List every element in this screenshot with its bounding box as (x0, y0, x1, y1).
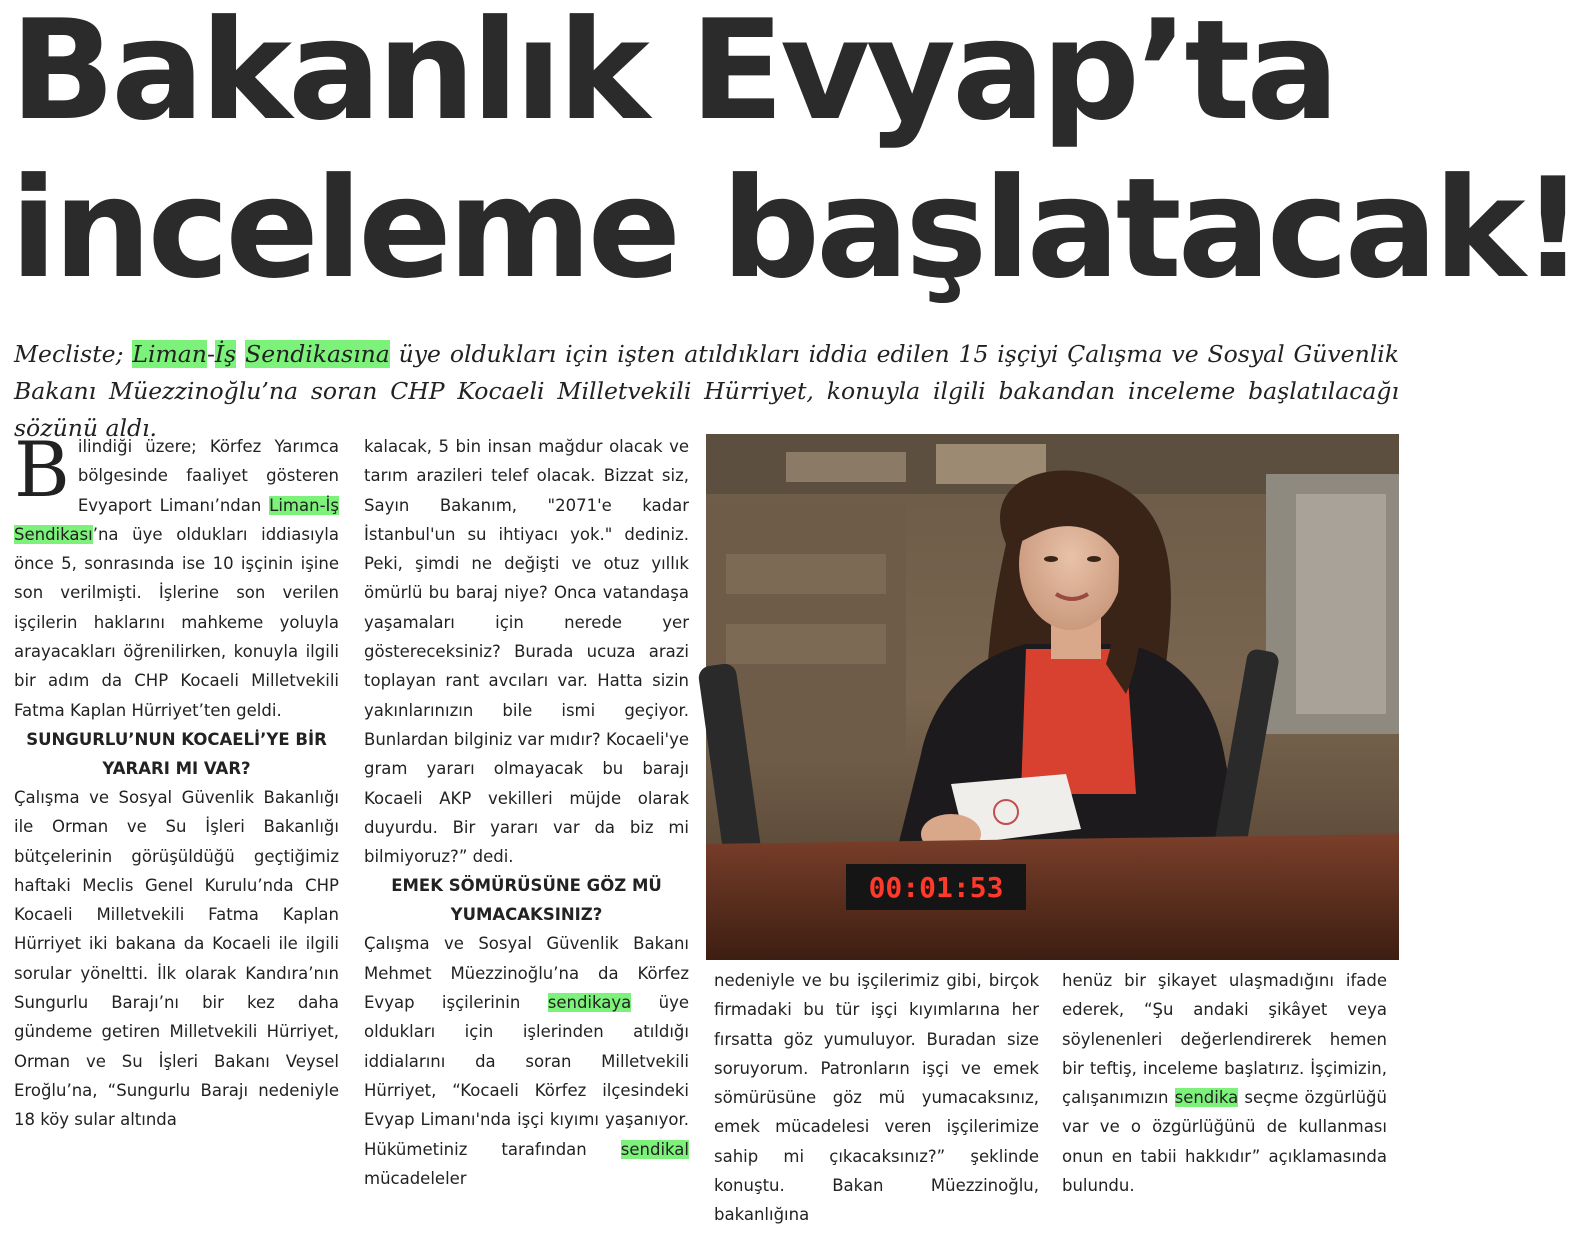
article-column-1 (14, 425, 339, 1135)
col4-p1-text-a: henüz bir şikayet ulaşmadığını ifade ederek, “Şu andaki şikâyet veya söylenenleri değerlendirerek hemen bir teftiş, inceleme başlatırız. İşçimizin, çalışanımızın (1062, 971, 1387, 1108)
drop-cap: B (14, 425, 70, 514)
col1-p1-highlight: Liman-İş Sendikası (14, 495, 339, 544)
subhead-emek: EMEK SÖMÜRÜSÜNE GÖZ MÜ YUMACAKSINIZ? (391, 876, 662, 925)
col2-p2-highlight-sendikal: sendikal (620, 1139, 689, 1159)
lead-paragraph (14, 336, 1399, 447)
article-column-2 (364, 432, 689, 1193)
parliament-photo (706, 434, 1399, 960)
col1-paragraph-1 (14, 425, 339, 725)
col1-paragraph-2: Çalışma ve Sosyal Güvenlik Bakanlığı ile Orman ve Su İşleri Bakanlığı bütçelerinin görüşüldüğü geçtiğimiz haftaki Meclis Genel Kurulu’nda CHP Kocaeli Milletvekili Fatma Kaplan Hürriyet iki bakana da Kocaeli ile ilgili sorular yöneltti. İlk olarak Kandıra’nın Sungurlu Barajı’nı bir kez daha gündeme getiren Milletvekili Hürriyet, Orman ve Su İşleri Bakanı Veysel Eroğlu’na, “Sungurlu Barajı nedeniyle 18 köy sular altında (14, 787, 339, 1130)
col2-paragraph-2 (364, 929, 689, 1193)
col2-p2-text-a: Çalışma ve Sosyal Güvenlik Bakanı Mehmet Müezzinoğlu’na da Körfez Evyap işçilerinin (364, 934, 689, 1013)
article-column-4 (1062, 966, 1387, 1200)
col4-p1-highlight: sendika (1174, 1088, 1239, 1108)
col4-p1-text-b: seçme özgürlüğü var ve o özgürlüğünü de kullanması onun en tabii hakkıdır” açıklamasında bulundu. (1062, 1088, 1387, 1196)
subhead-sungurlu: SUNGURLU’NUN KOCAELİ’YE BİR YARARI MI VAR? (26, 729, 327, 778)
lead-highlight-is: İş (214, 340, 237, 368)
col3-paragraph-1: nedeniyle ve bu işçilerimiz gibi, birçok firmadaki bu tür işçi kıyımlarına her fırsatta göz yumuluyor. Buradan size soruyorum. Patronların işçi ve emek sömürüsüne göz mü yumacaksınız, emek mücadelesi veren işçilerimize sahip mi çıkacaksınız?” şeklinde konuştu. Bakan Müezzinoğlu, bakanlığına (714, 971, 1039, 1225)
lead-space (236, 340, 245, 368)
lead-highlight-sendikasina: Sendikasına (245, 340, 390, 368)
col2-paragraph-1: kalacak, 5 bin insan mağdur olacak ve tarım arazileri telef olacak. Bizzat siz, Sayın Bakanım, "2071'e kadar İstanbul'un su ihtiyacı yok." dediniz. Peki, şimdi ne değişti ve otuz yıllık ömürlü bu baraj niye? Onca vatandaşa yaşamaları için nerede yer göstereceksiniz? Burada ucuza arazi toplayan rant avcıları var. Hatta sizin yakınlarınızın bile ismi geçiyor. Bunlardan bilginiz var mıdır? Kocaeli'ye gram yararı olmayacak bu barajı Kocaeli AKP vekilleri müjde olarak duyurdu. Bir yararı var da biz mi bilmiyoruz?” dedi. (364, 437, 689, 867)
article-column-3 (714, 966, 1039, 1230)
col2-p2-highlight-sendikaya: sendikaya (547, 993, 632, 1013)
lead-dash: - (206, 340, 215, 368)
col1-p1-text-a: ilindiği üzere; Körfez Yarımca bölgesinde faaliyet gösteren Evyaport Limanı’ndan (77, 437, 339, 515)
podium-timer-display: 00:01:53 (868, 871, 1004, 904)
col2-p2-text-c: mücadeleler (364, 1168, 467, 1188)
headline-line-2: inceleme başlatacak! (10, 148, 1580, 309)
col2-p2-text-b: üye oldukları için işlerinden atıldığı iddialarını da soran Milletvekili Hürriyet, “Kocaeli Körfez ilçesindeki Evyap Limanı'nda işçi kıyımı yaşanıyor. Hükümetiniz tarafından (364, 993, 689, 1159)
col4-paragraph-1 (1062, 966, 1387, 1200)
headline-line-1: Bakanlık Evyap’ta (10, 0, 1336, 151)
lead-text-after: üye oldukları için işten atıldıkları iddia edilen 15 işçiyi Çalışma ve Sosyal Güvenlik Bakanı Müezzinoğlu’na soran CHP Kocaeli Milletvekili Hürriyet, konuyla ilgili bakandan inceleme başlatılacağı sözünü aldı. (14, 340, 1399, 442)
col1-p1-text-b: ’na üye oldukları iddiasıyla önce 5, sonrasında ise 10 işçinin işine son verilmişti. İşlerine son verilen işçilerin haklarını mahkeme yoluyla arayacakları öğrenilirken, konuyla ilgili bir adım da CHP Kocaeli Milletvekili Fatma Kaplan Hürriyet’ten geldi. (14, 524, 339, 720)
lead-text-before: Mecliste; (14, 340, 133, 368)
lead-highlight-liman: Liman (132, 340, 207, 368)
parliament-photo-illustration (706, 434, 1399, 960)
